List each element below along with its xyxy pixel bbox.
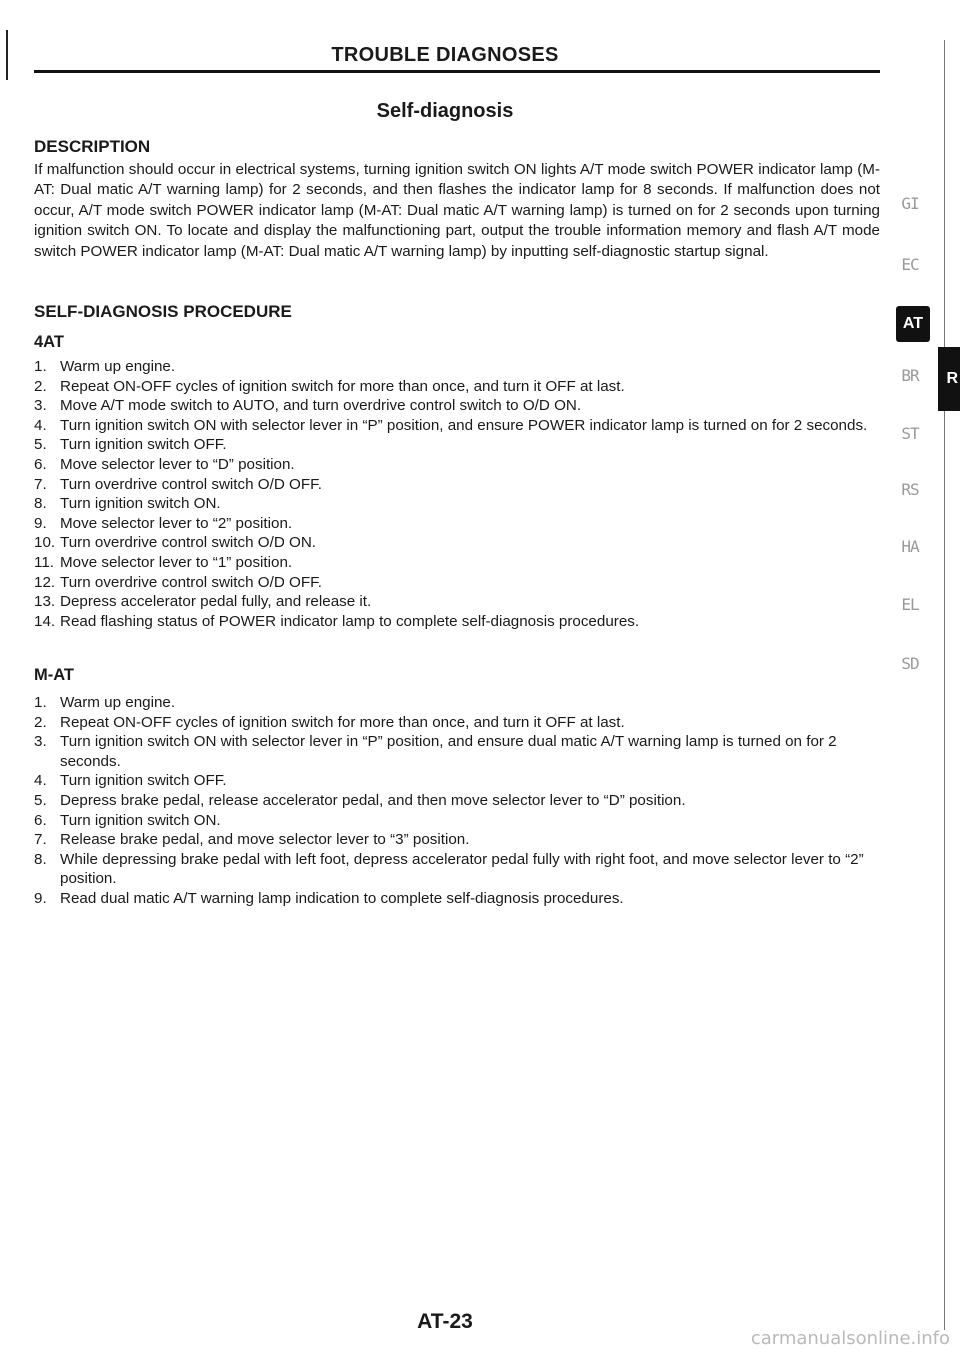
procedure-step <box>34 455 880 475</box>
step-number: 13. <box>34 593 56 611</box>
procedure-step <box>34 396 880 416</box>
step-number: 8. <box>34 850 47 868</box>
step-text: Depress accelerator pedal fully, and release it. <box>60 593 372 611</box>
procedure-step <box>34 357 880 377</box>
section-tab-st[interactable]: ST <box>901 424 919 443</box>
step-text: Warm up engine. <box>60 694 176 711</box>
step-number: 1. <box>34 358 47 375</box>
procedure-step <box>34 533 880 553</box>
section-tab-br[interactable]: BR <box>901 366 919 385</box>
procedure-step <box>34 514 880 534</box>
step-text: Turn ignition switch ON. <box>60 495 221 513</box>
step-number: 2. <box>34 713 47 731</box>
section-tab-sd[interactable]: SD <box>901 654 919 673</box>
4at-steps-list <box>34 357 880 631</box>
procedure-step <box>34 713 880 733</box>
step-number: 8. <box>34 495 47 513</box>
step-text: Turn ignition switch OFF. <box>60 436 227 454</box>
step-number: 4. <box>34 416 47 434</box>
step-text: Move selector lever to “2” position. <box>60 514 293 532</box>
step-text: Move selector lever to “1” position. <box>60 553 293 571</box>
procedure-step <box>34 612 880 632</box>
step-number: 14. <box>34 612 56 630</box>
section-tab-rs[interactable]: RS <box>901 480 919 499</box>
step-number: 5. <box>34 436 47 454</box>
margin-rule <box>944 40 945 1330</box>
section-tab-ec[interactable]: EC <box>901 255 919 274</box>
page-header-title: TROUBLE DIAGNOSES <box>331 44 559 66</box>
section-tab-ha[interactable]: HA <box>901 537 919 556</box>
procedure-heading: SELF-DIAGNOSIS PROCEDURE <box>34 302 292 321</box>
procedure-step <box>34 791 880 811</box>
procedure-step <box>34 771 880 791</box>
step-text: Turn overdrive control switch O/D OFF. <box>60 475 322 493</box>
step-text: Turn ignition switch ON. <box>60 811 221 829</box>
step-number: 10. <box>34 534 56 552</box>
procedure-step <box>34 592 880 612</box>
section-tab-el[interactable]: EL <box>901 595 919 614</box>
step-number: 6. <box>34 811 47 829</box>
procedure-step <box>34 693 880 713</box>
section-tab-gi[interactable]: GI <box>901 194 919 213</box>
procedure-step <box>34 850 880 889</box>
procedure-step <box>34 494 880 514</box>
procedure-step <box>34 732 880 771</box>
step-number: 2. <box>34 377 47 395</box>
step-text: Turn ignition switch ON with selector lever in “P” position, and ensure dual matic A/T warning lamp is turned on for 2 seconds. <box>60 733 837 770</box>
procedure-step <box>34 416 880 436</box>
step-number: 9. <box>34 514 47 532</box>
step-text: Repeat ON-OFF cycles of ignition switch for more than once, and turn it OFF at last. <box>60 713 625 731</box>
procedure-step <box>34 475 880 495</box>
step-number: 4. <box>34 772 47 790</box>
step-text: Turn overdrive control switch O/D ON. <box>60 534 317 552</box>
step-number: 7. <box>34 475 47 493</box>
step-number: 11. <box>34 553 54 571</box>
procedure-step <box>34 889 880 909</box>
step-number: 5. <box>34 791 47 809</box>
step-text: Warm up engine. <box>60 358 176 375</box>
step-number: 7. <box>34 831 47 849</box>
step-text: Depress brake pedal, release accelerator pedal, and then move selector lever to “D” position. <box>60 791 686 809</box>
procedure-step <box>34 811 880 831</box>
step-text: Read dual matic A/T warning lamp indication to complete self-diagnosis procedures. <box>60 889 624 907</box>
step-text: Move A/T mode switch to AUTO, and turn overdrive control switch to O/D ON. <box>60 397 582 415</box>
step-text: Repeat ON-OFF cycles of ignition switch for more than once, and turn it OFF at last. <box>60 377 625 395</box>
procedure-step <box>34 553 880 573</box>
step-text: Move selector lever to “D” position. <box>60 455 295 473</box>
watermark-text: carmanualsonline.info <box>750 1328 950 1349</box>
procedure-step <box>34 435 880 455</box>
procedure-step <box>34 377 880 397</box>
step-number: 9. <box>34 889 47 907</box>
4at-heading: 4AT <box>34 333 64 351</box>
step-text: Turn ignition switch ON with selector lever in “P” position, and ensure POWER indicator lamp is turned on for 2 seconds. <box>60 416 868 434</box>
step-text: While depressing brake pedal with left foot, depress accelerator pedal fully with right foot, and move selector lever to “2” position. <box>60 850 864 888</box>
mat-heading: M-AT <box>34 666 75 684</box>
step-text: Read flashing status of POWER indicator lamp to complete self-diagnosis procedures. <box>60 612 640 630</box>
section-title: Self-diagnosis <box>376 100 514 122</box>
procedure-step <box>34 573 880 593</box>
step-text: Release brake pedal, and move selector lever to “3” position. <box>60 831 470 849</box>
step-number: 12. <box>34 573 56 591</box>
mat-steps-list <box>34 693 880 909</box>
step-number: 3. <box>34 397 47 415</box>
step-text: Turn overdrive control switch O/D OFF. <box>60 573 322 591</box>
procedure-step <box>34 830 880 850</box>
step-number: 3. <box>34 733 47 751</box>
step-number: 1. <box>34 694 47 711</box>
description-text: If malfunction should occur in electrical systems, turning ignition switch ON lights A/T mode switch POWER indicator lamp (M-AT: Dual matic A/T warning lamp) for 2 seconds, and then flashes the indicator lamp for 8 seconds. If malfunction does not occur, A/T mode switch POWER indicator lamp (M-AT: Dual matic A/T warning lamp) is turned on for 2 seconds upon turning ignition switch ON. To locate and display the malfunctioning part, output the trouble information memory and flash A/T mode switch POWER indicator lamp (M-AT: Dual matic A/T warning lamp) by inputting self-diagnostic startup signal. <box>34 161 880 260</box>
header-rule <box>34 70 880 73</box>
step-number: 6. <box>34 455 47 473</box>
description-heading: DESCRIPTION <box>34 137 151 156</box>
edge-tab-marker: R <box>938 347 960 411</box>
section-tab-at[interactable]: AT <box>896 306 930 342</box>
step-text: Turn ignition switch OFF. <box>60 772 227 790</box>
page-number: AT-23 <box>417 1310 473 1333</box>
